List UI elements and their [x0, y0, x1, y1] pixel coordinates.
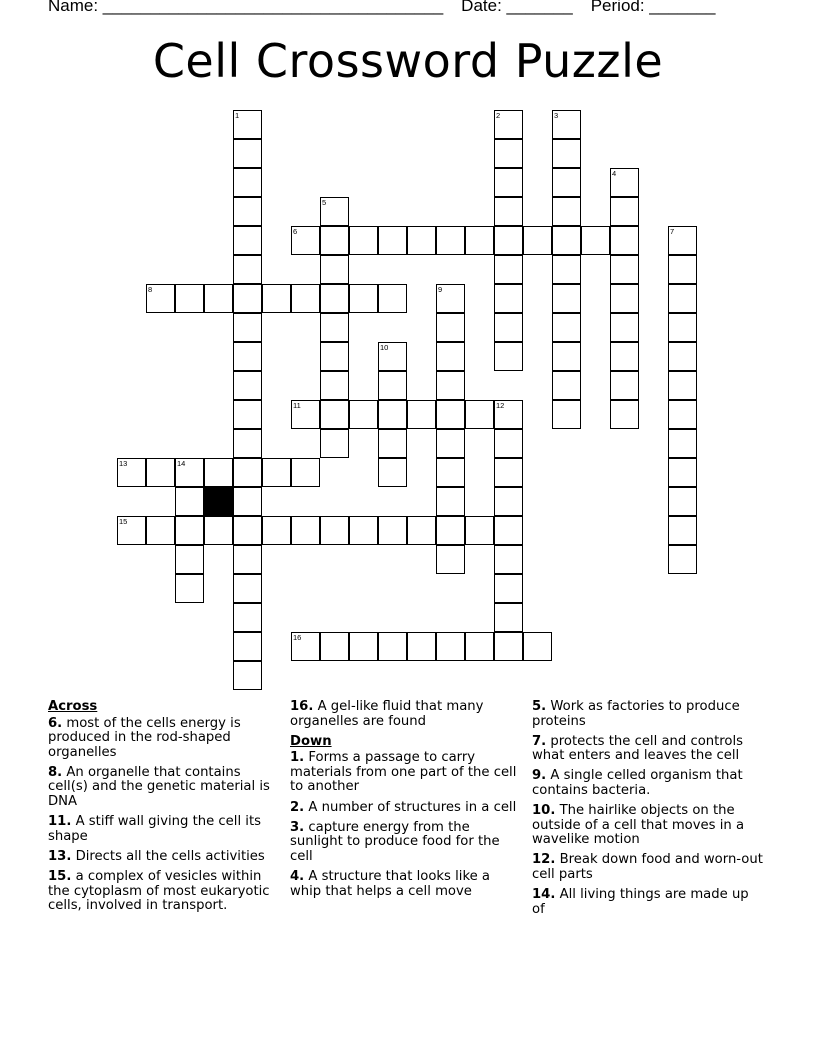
grid-cell[interactable]	[233, 632, 262, 661]
clue-across-16: 16. A gel-like fluid that many organelles are found	[290, 699, 484, 729]
grid-cell[interactable]	[320, 255, 349, 284]
cell-number: 13	[119, 459, 128, 468]
grid-cell[interactable]	[610, 197, 639, 226]
grid-cell[interactable]	[668, 400, 697, 429]
grid-cell[interactable]	[465, 226, 494, 255]
grid-cell[interactable]	[146, 516, 175, 545]
grid-cell[interactable]	[581, 226, 610, 255]
grid-cell[interactable]	[407, 516, 436, 545]
grid-cell[interactable]	[175, 458, 204, 487]
grid-cell[interactable]	[407, 632, 436, 661]
grid-cell[interactable]	[233, 110, 262, 139]
grid-cell[interactable]	[668, 545, 697, 574]
grid-cell[interactable]	[320, 226, 349, 255]
grid-cell[interactable]	[494, 632, 523, 661]
clue-across-6: 6. most of the cells energy is produced in the rod-shaped organelles	[48, 715, 241, 760]
clue-across-13: 13. Directs all the cells activities	[48, 848, 265, 864]
grid-cell[interactable]	[552, 110, 581, 139]
grid-cell[interactable]	[668, 371, 697, 400]
cell-number: 5	[322, 198, 327, 207]
grid-cell[interactable]	[465, 400, 494, 429]
grid-cell[interactable]	[233, 458, 262, 487]
grid-cell[interactable]	[552, 284, 581, 313]
grid-cell[interactable]	[204, 458, 233, 487]
grid-cell[interactable]	[378, 371, 407, 400]
clue-across-11: 11. A stiff wall giving the cell its shape	[48, 814, 262, 844]
cell-number: 10	[380, 343, 389, 352]
grid-cell[interactable]	[233, 603, 262, 632]
grid-cell[interactable]	[436, 342, 465, 371]
grid-cell[interactable]	[146, 458, 175, 487]
grid-cell[interactable]	[378, 284, 407, 313]
cell-number: 4	[612, 169, 617, 178]
grid-cell[interactable]	[465, 516, 494, 545]
grid-cell[interactable]	[175, 574, 204, 603]
grid-cell[interactable]	[552, 168, 581, 197]
grid-cell[interactable]	[610, 255, 639, 284]
grid-cell[interactable]	[320, 197, 349, 226]
clue-down-10: 10. The hairlike objects on the outside of a cell that moves in a wavelike motion	[532, 803, 745, 848]
grid-cell[interactable]	[378, 632, 407, 661]
grid-cell[interactable]	[494, 284, 523, 313]
grid-cell[interactable]	[378, 458, 407, 487]
cell-number: 3	[554, 111, 559, 120]
grid-cell[interactable]	[233, 197, 262, 226]
grid-cell[interactable]	[436, 429, 465, 458]
grid-cell[interactable]	[436, 371, 465, 400]
grid-cell[interactable]	[233, 400, 262, 429]
grid-cell[interactable]	[175, 545, 204, 574]
clue-down-2: 2. A number of structures in a cell	[290, 799, 517, 815]
cell-number: 15	[119, 517, 128, 526]
grid-cell[interactable]	[262, 458, 291, 487]
grid-cell[interactable]	[552, 313, 581, 342]
grid-cell[interactable]	[320, 342, 349, 371]
clue-down-7: 7. protects the cell and controls what enters and leaves the cell	[532, 733, 744, 764]
grid-cell[interactable]	[233, 487, 262, 516]
clue-down-9: 9. A single celled organism that contains bacteria.	[532, 768, 743, 798]
grid-cell[interactable]	[494, 487, 523, 516]
grid-cell[interactable]	[668, 429, 697, 458]
grid-cell[interactable]	[204, 284, 233, 313]
page-title: Cell Crossword Puzzle	[152, 34, 664, 88]
grid-cell[interactable]	[436, 458, 465, 487]
grid-cell[interactable]	[668, 342, 697, 371]
grid-cell[interactable]	[262, 284, 291, 313]
grid-cell[interactable]	[407, 400, 436, 429]
grid-cell[interactable]	[233, 139, 262, 168]
grid-cell[interactable]	[494, 342, 523, 371]
grid-cell[interactable]	[494, 400, 523, 429]
cell-number: 11	[293, 401, 301, 410]
grid-cell[interactable]	[610, 371, 639, 400]
grid-cell[interactable]	[610, 168, 639, 197]
grid-cell[interactable]	[668, 313, 697, 342]
grid-cell[interactable]	[494, 574, 523, 603]
across-heading: Across	[48, 699, 98, 714]
cell-number: 8	[148, 285, 153, 294]
cell-number: 9	[438, 285, 443, 294]
grid-cell[interactable]	[668, 516, 697, 545]
grid-cell[interactable]	[552, 197, 581, 226]
clue-down-1: 1. Forms a passage to carry materials from one part of the cell to another	[290, 750, 517, 795]
clue-column-2	[290, 700, 522, 905]
grid-cell[interactable]	[552, 342, 581, 371]
grid-cell[interactable]	[175, 284, 204, 313]
grid-cell[interactable]	[494, 313, 523, 342]
grid-cell[interactable]	[668, 255, 697, 284]
clue-down-4: 4. A structure that looks like a whip that helps a cell move	[290, 868, 490, 899]
grid-cell[interactable]	[233, 661, 262, 690]
grid-cell[interactable]	[233, 574, 262, 603]
grid-cell[interactable]	[494, 139, 523, 168]
grid-cell[interactable]	[494, 516, 523, 545]
grid-cell[interactable]	[378, 516, 407, 545]
grid-cell[interactable]	[175, 516, 204, 545]
grid-cell[interactable]	[436, 545, 465, 574]
grid-cell[interactable]	[494, 429, 523, 458]
grid-cell[interactable]	[233, 516, 262, 545]
grid-cell[interactable]	[291, 226, 320, 255]
grid-cell[interactable]	[320, 429, 349, 458]
grid-cell[interactable]	[233, 168, 262, 197]
grid-cell[interactable]	[291, 400, 320, 429]
grid-cell[interactable]	[233, 371, 262, 400]
grid-cell[interactable]	[668, 226, 697, 255]
grid-cell[interactable]	[436, 632, 465, 661]
grid-cell[interactable]	[494, 226, 523, 255]
grid-cell[interactable]	[349, 226, 378, 255]
grid-cell[interactable]	[436, 313, 465, 342]
grid-cell[interactable]	[436, 516, 465, 545]
cell-number: 6	[293, 227, 298, 236]
grid-cell[interactable]	[436, 487, 465, 516]
cell-number: 16	[293, 633, 302, 642]
grid-cell[interactable]	[494, 168, 523, 197]
grid-cell[interactable]	[552, 371, 581, 400]
clue-down-12: 12. Break down food and worn-out cell parts	[532, 852, 763, 882]
black-cell	[204, 487, 233, 516]
grid-cell[interactable]	[349, 400, 378, 429]
period-field[interactable]: Period: _______	[590, 0, 716, 15]
grid-cell[interactable]	[407, 226, 436, 255]
grid-cell[interactable]	[233, 545, 262, 574]
grid-cell[interactable]	[378, 226, 407, 255]
grid-cell[interactable]	[610, 284, 639, 313]
grid-cell[interactable]	[610, 226, 639, 255]
grid-cell[interactable]	[523, 226, 552, 255]
grid-cell[interactable]	[175, 487, 204, 516]
grid-cell[interactable]	[233, 255, 262, 284]
grid-cell[interactable]	[233, 313, 262, 342]
date-field[interactable]: Date: _______	[461, 0, 573, 15]
grid-cell[interactable]	[233, 226, 262, 255]
grid-cell[interactable]	[320, 632, 349, 661]
cell-number: 14	[177, 459, 186, 468]
grid-cell[interactable]	[610, 400, 639, 429]
grid-cell[interactable]	[668, 458, 697, 487]
clue-down-3: 3. capture energy from the sunlight to produce food for the cell	[290, 819, 500, 864]
grid-cell[interactable]	[465, 632, 494, 661]
grid-cell[interactable]	[233, 284, 262, 313]
grid-cell[interactable]	[494, 545, 523, 574]
grid-cell[interactable]	[349, 284, 378, 313]
grid-cell[interactable]	[146, 284, 175, 313]
grid-cell[interactable]	[320, 284, 349, 313]
grid-cell[interactable]	[610, 342, 639, 371]
name-field[interactable]: Name: ____________________________________	[48, 0, 444, 15]
grid-cell[interactable]	[523, 632, 552, 661]
grid-cell[interactable]	[494, 458, 523, 487]
grid-cell[interactable]	[552, 255, 581, 284]
down-heading: Down	[290, 733, 332, 749]
cell-number: 1	[235, 111, 240, 120]
grid-cell[interactable]	[610, 313, 639, 342]
grid-cell[interactable]	[436, 400, 465, 429]
grid-cell[interactable]	[349, 516, 378, 545]
grid-cell[interactable]	[494, 603, 523, 632]
grid-cell[interactable]	[262, 516, 291, 545]
grid-cell[interactable]	[349, 632, 378, 661]
grid-cell[interactable]	[320, 313, 349, 342]
grid-cell[interactable]	[320, 516, 349, 545]
grid-cell[interactable]	[117, 516, 146, 545]
grid-cell[interactable]	[291, 516, 320, 545]
grid-cell[interactable]	[494, 110, 523, 139]
grid-cell[interactable]	[233, 342, 262, 371]
clue-down-5: 5. Work as factories to produce proteins	[532, 699, 740, 729]
cell-number: 12	[496, 401, 505, 410]
grid-cell[interactable]	[378, 429, 407, 458]
grid-cell[interactable]	[320, 371, 349, 400]
grid-cell[interactable]	[204, 516, 233, 545]
cell-number: 2	[496, 111, 501, 120]
grid-cell[interactable]	[291, 284, 320, 313]
grid-cell[interactable]	[552, 139, 581, 168]
grid-cell[interactable]	[552, 400, 581, 429]
grid-cell[interactable]	[494, 255, 523, 284]
cell-number: 7	[670, 227, 675, 236]
grid-cell[interactable]	[668, 284, 697, 313]
clue-across-15: 15. a complex of vesicles within the cytoplasm of most eukaryotic cells, involved in transport.	[48, 868, 270, 914]
grid-cell[interactable]	[291, 458, 320, 487]
grid-cell[interactable]	[291, 632, 320, 661]
clue-across-8: 8. An organelle that contains cell(s) and the genetic material is DNA	[48, 764, 270, 810]
clue-column-1	[48, 700, 280, 919]
grid-cell[interactable]	[233, 429, 262, 458]
grid-cell[interactable]	[552, 226, 581, 255]
grid-cell[interactable]	[378, 400, 407, 429]
clue-column-3	[532, 700, 764, 923]
grid-cell[interactable]	[436, 226, 465, 255]
clue-down-14: 14. All living things are made up of	[532, 887, 749, 917]
grid-cell[interactable]	[494, 197, 523, 226]
grid-cell[interactable]	[117, 458, 146, 487]
grid-cell[interactable]	[436, 284, 465, 313]
grid-cell[interactable]	[668, 487, 697, 516]
grid-cell[interactable]	[378, 342, 407, 371]
grid-cell[interactable]	[320, 400, 349, 429]
